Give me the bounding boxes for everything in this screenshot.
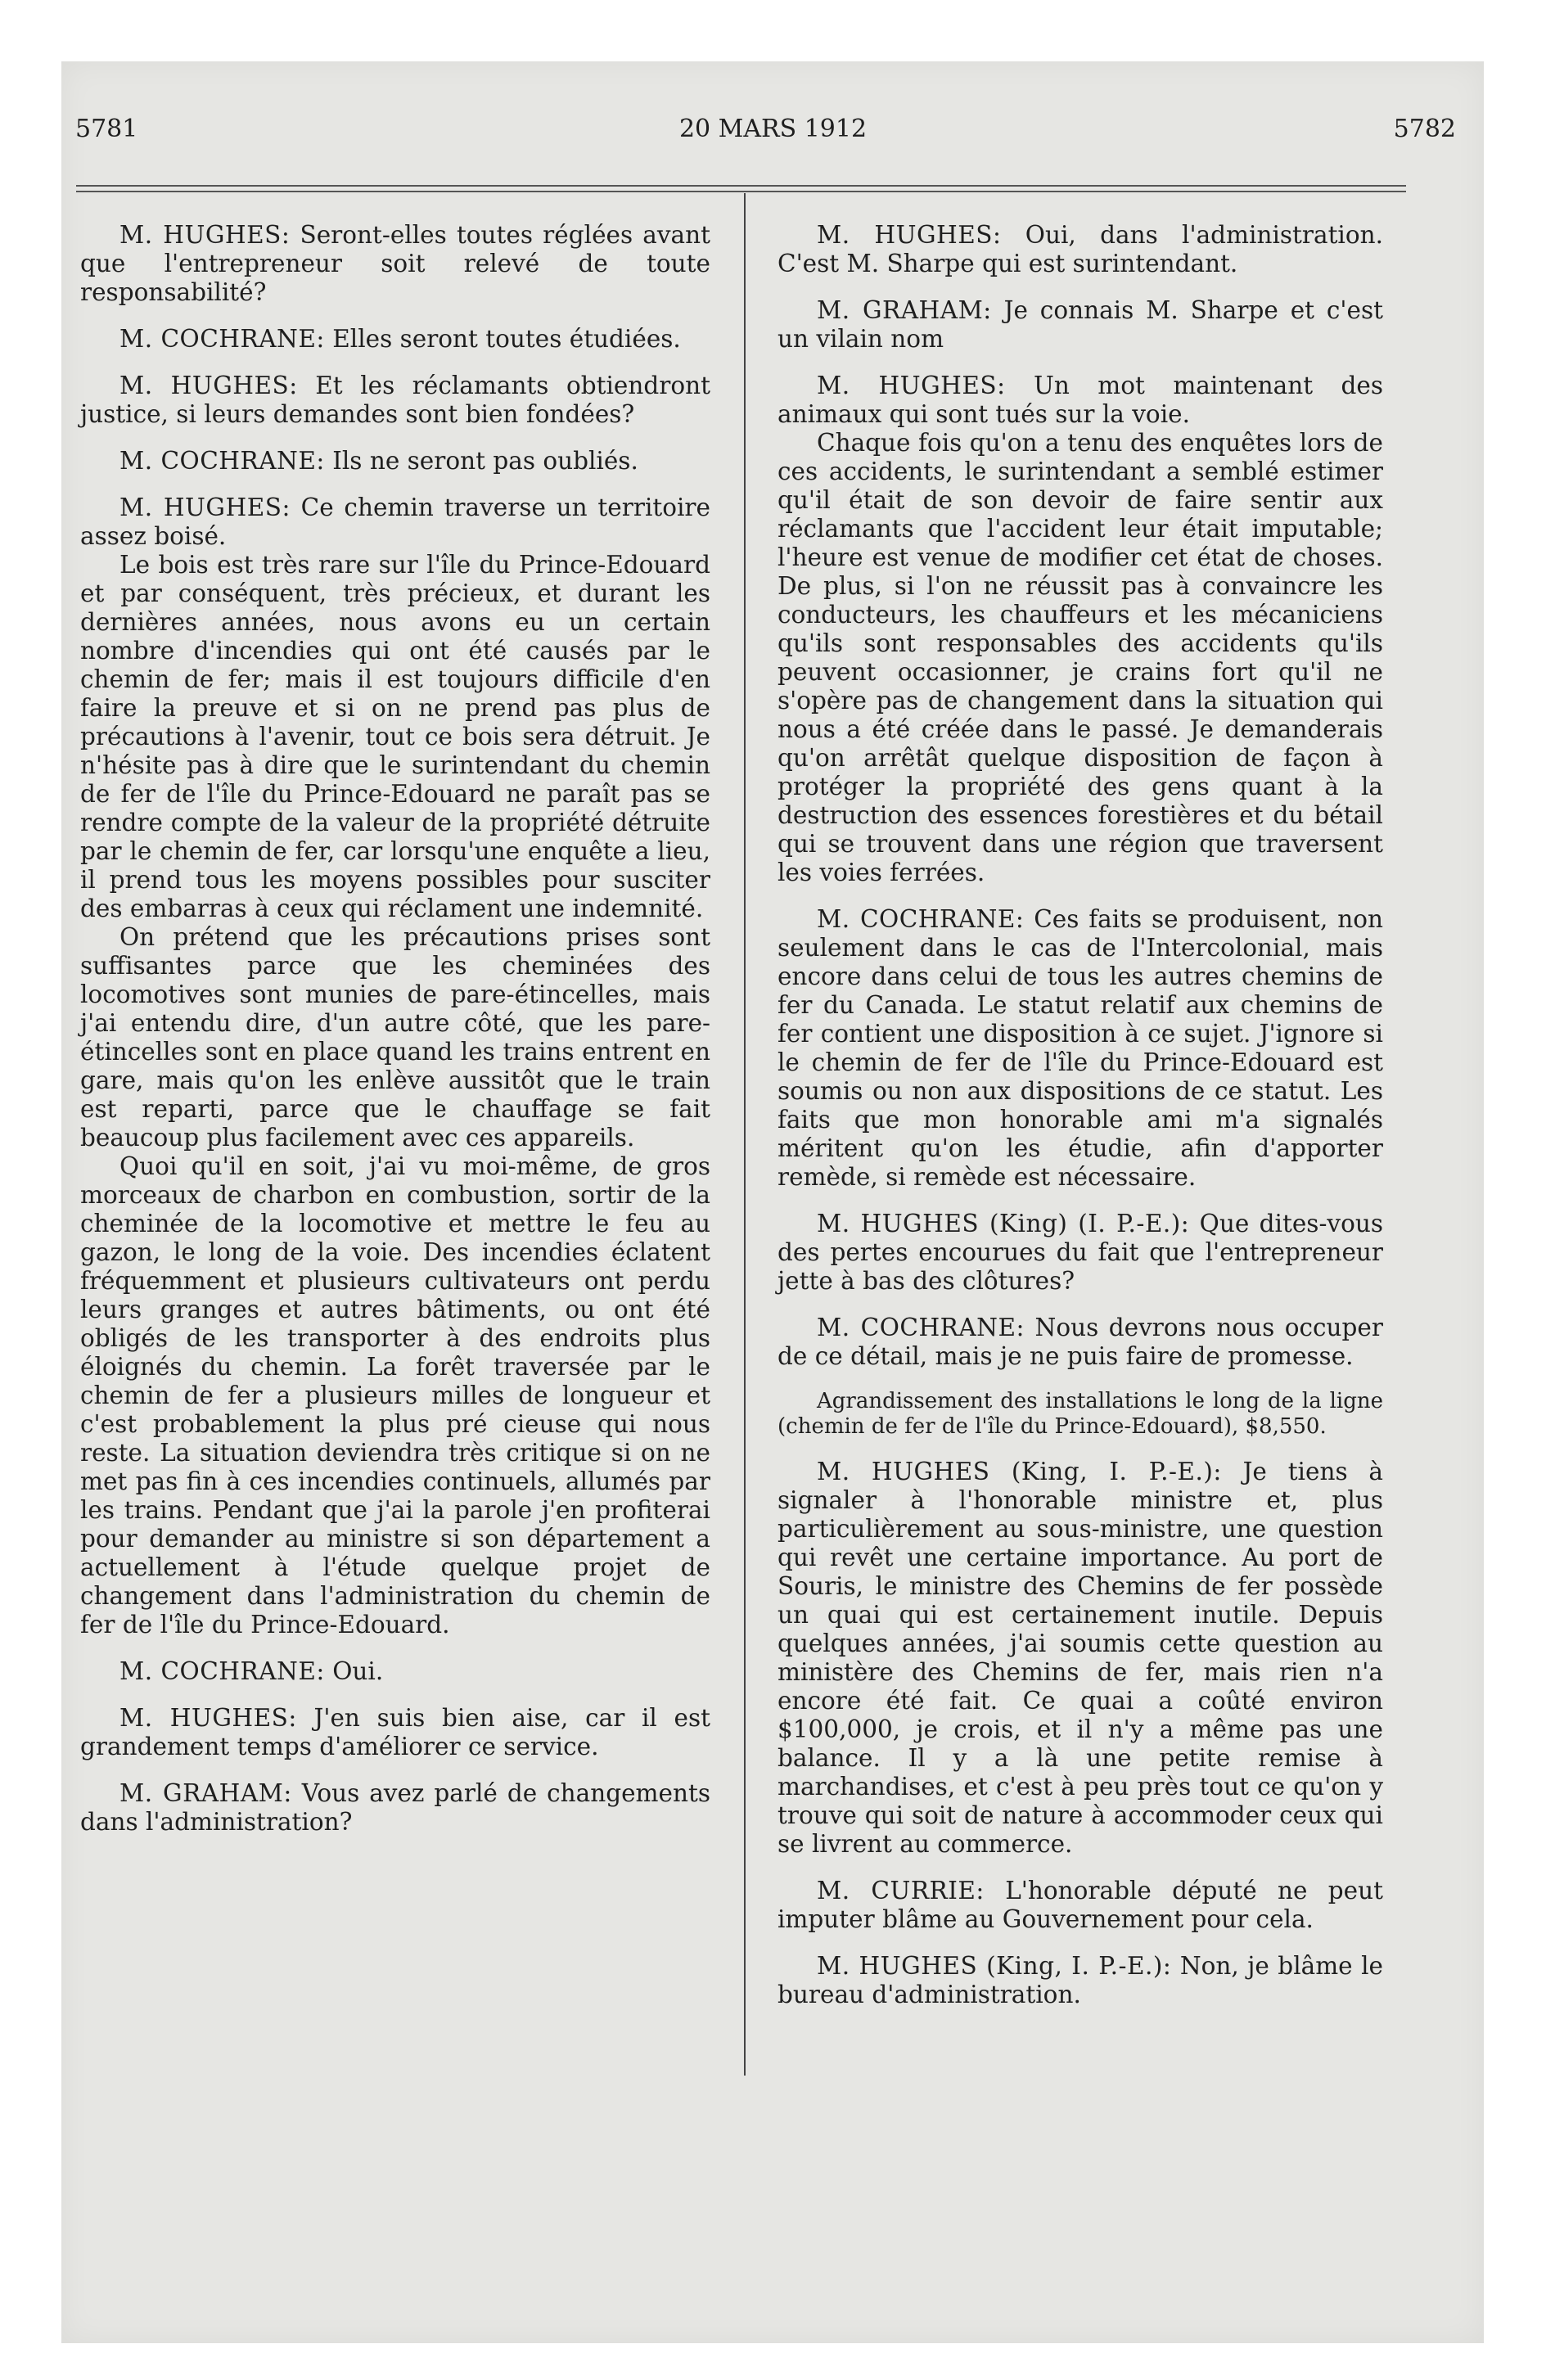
paragraph-text: J'en suis bien aise, car il est grandement temps d'améliorer ce service. bbox=[80, 1704, 710, 1760]
paragraph-text: Chaque fois qu'on a tenu des enquêtes lors de ces accidents, le surintendant a semblé estimer qu'il était de son devoir de faire sentir aux réclamants que l'accident leur était imputable; l'heure est venue de modifier cet état de choses. De plus, si l'on ne réussit pas à convaincre les conducteurs, les chauffeurs et les mécaniciens qu'ils sont responsables des accidents qu'ils peuvent occasionner, je crains fort qu'il ne s'opère pas de changement dans la situation qui nous a été créée dans le passé. Je demanderais qu'on arrêtât quelque disposition de façon à protéger la propriété des gens quant à la destruction des essences forestières et du bétail qui se trouvent dans une région que traversent les voies ferrées. bbox=[778, 429, 1383, 886]
page-header bbox=[0, 115, 1546, 147]
paragraph bbox=[80, 551, 710, 923]
paragraph-text: Quoi qu'il en soit, j'ai vu moi-même, de gros morceaux de charbon en combustion, sortir de la cheminée de la locomotive et mettre le feu au gazon, le long de la voie. Des incendies éclatent fréquemment et plusieurs cultivateurs ont perdu leurs granges et autres bâtiments, ou ont été obligés de les transporter à des endroits plus éloignés du chemin. La forêt traversée par le chemin de fer a plusieurs milles de longueur et c'est probablement la plus pré cieuse qui nous reste. La situation deviendra très critique si on ne met pas fin à ces incendies continuels, allumés par les trains. Pendant que j'ai la parole j'en profiterai pour demander au ministre si son département a actuellement à l'étude quelque projet de changement dans l'administration du chemin de fer de l'île du Prince-Edouard. bbox=[80, 1152, 710, 1639]
paragraph bbox=[80, 325, 710, 354]
speaker-name: M. GRAHAM: bbox=[119, 1779, 292, 1807]
speaker-name: M. COCHRANE: bbox=[119, 447, 325, 475]
item-heading bbox=[778, 1389, 1383, 1440]
speaker-name: M. HUGHES: bbox=[119, 494, 291, 521]
paragraph-text: Ces faits se produisent, non seulement dans le cas de l'Intercolonial, mais encore dans celui de tous les autres chemins de fer du Canada. Le statut relatif aux chemins de fer contient une disposition à ce sujet. J'ignore si le chemin de fer de l'île du Prince-Edouard est soumis ou non aux dispositions de ce statut. Les faits que mon honorable ami m'a signalés méritent qu'on les étudie, afin d'apporter remède, si remède est nécessaire. bbox=[778, 905, 1383, 1191]
paragraph bbox=[80, 923, 710, 1152]
paragraph-text: On prétend que les précautions prises sont suffisantes parce que les cheminées des locomotives sont munies de pare-étincelles, mais j'ai entendu dire, d'un autre côté, que les pare-étincelles sont en place quand les trains entrent en gare, mais qu'on les enlève aussitôt que le train est reparti, parce que le chauffage se fait beaucoup plus facilement avec ces appareils. bbox=[80, 923, 710, 1152]
paragraph-text: Et les réclamants obtiendront justice, si leurs demandes sont bien fondées? bbox=[80, 372, 710, 428]
paragraph bbox=[778, 221, 1383, 278]
paragraph bbox=[80, 1779, 710, 1837]
paragraph-text: Vous avez parlé de changements dans l'administration? bbox=[80, 1779, 710, 1836]
paragraph bbox=[778, 1877, 1383, 1934]
paragraph bbox=[80, 1704, 710, 1761]
speaker-name: M. HUGHES: bbox=[119, 372, 298, 399]
speaker-name: M. CURRIE: bbox=[817, 1877, 985, 1904]
paragraph-text: Oui. bbox=[332, 1657, 384, 1685]
header-rule-top bbox=[76, 185, 1406, 187]
paragraph-text: Agrandissement des installations le long de la ligne (chemin de fer de l'île du Prince-Edouard), $8,550. bbox=[778, 1389, 1383, 1439]
speaker-name: M. COCHRANE: bbox=[119, 325, 325, 353]
header-rule-bottom bbox=[76, 191, 1406, 192]
speaker-name: M. HUGHES: bbox=[817, 221, 1002, 249]
speaker-name: M. HUGHES (King) (I. P.-E.): bbox=[817, 1210, 1190, 1237]
speaker-name: M. GRAHAM: bbox=[817, 296, 992, 324]
page-date: 20 MARS 1912 bbox=[678, 115, 868, 143]
paragraph-text: Non, je blâme le bureau d'administration. bbox=[778, 1952, 1383, 2008]
speaker-name: M. HUGHES: bbox=[817, 372, 1006, 399]
page-number-left: 5781 bbox=[75, 115, 138, 143]
paragraph bbox=[778, 1314, 1383, 1371]
paragraph bbox=[778, 1952, 1383, 2009]
page-number-right: 5782 bbox=[1393, 115, 1456, 143]
speaker-name: M. COCHRANE: bbox=[817, 1314, 1025, 1341]
paragraph-text: Un mot maintenant des animaux qui sont tués sur la voie. bbox=[778, 372, 1383, 428]
paragraph-text: Elles seront toutes étudiées. bbox=[332, 325, 681, 353]
paragraph bbox=[778, 372, 1383, 429]
speaker-name: M. HUGHES (King, I. P.-E.): bbox=[817, 1458, 1222, 1485]
speaker-name: M. HUGHES: bbox=[119, 1704, 297, 1732]
paragraph-text: Ce chemin traverse un territoire assez boisé. bbox=[80, 494, 710, 550]
paragraph-text: Le bois est très rare sur l'île du Prince-Edouard et par conséquent, très précieux, et durant les dernières années, nous avons eu un certain nombre d'incendies qui ont été causés par le chemin de fer; mais il est toujours difficile d'en faire la preuve et si on ne prend pas plus de précautions à l'avenir, tout ce bois sera détruit. Je n'hésite pas à dire que le surintendant du chemin de fer de l'île du Prince-Edouard ne paraît pas se rendre compte de la valeur de la propriété détruite par le chemin de fer, car lorsqu'une enquête a lieu, il prend tous les moyens possibles pour susciter des embarras à ceux qui réclament une indemnité. bbox=[80, 551, 710, 922]
paragraph-text: L'honorable député ne peut imputer blâme au Gouvernement pour cela. bbox=[778, 1877, 1383, 1933]
paragraph bbox=[778, 905, 1383, 1192]
paragraph-text: Je connais M. Sharpe et c'est un vilain nom bbox=[778, 296, 1383, 353]
paragraph-text: Je tiens à signaler à l'honorable ministre et, plus particulièrement au sous-ministre, une question qui revêt une certaine importance. Au port de Souris, le ministre des Chemins de fer possède un quai qui est certainement inutile. Depuis quelques années, j'ai soumis cette question au ministère des Chemins de fer, mais rien n'a encore été fait. Ce quai a coûté environ $100,000, je crois, et il n'y a même pas une balance. Il y a là une petite remise à marchandises, et c'est à peu près tout ce qu'on y trouve qui soit de nature à accommoder ceux qui se livrent au commerce. bbox=[778, 1458, 1383, 1858]
column-divider bbox=[744, 193, 746, 2076]
paragraph bbox=[80, 372, 710, 429]
paragraph bbox=[80, 1152, 710, 1639]
paragraph-text: Seront-elles toutes réglées avant que l'entrepreneur soit relevé de toute responsabilité? bbox=[80, 221, 710, 306]
paragraph-text: Ils ne seront pas oubliés. bbox=[332, 447, 638, 475]
paragraph bbox=[778, 296, 1383, 354]
speaker-name: M. HUGHES (King, I. P.-E.): bbox=[817, 1952, 1172, 1980]
paragraph bbox=[778, 1210, 1383, 1296]
left-column bbox=[80, 221, 710, 1855]
paragraph-text: Que dites-vous des pertes encourues du fait que l'entrepreneur jette à bas des clôtures? bbox=[778, 1210, 1383, 1295]
paragraph bbox=[80, 494, 710, 551]
speaker-name: M. HUGHES: bbox=[119, 221, 291, 249]
speaker-name: M. COCHRANE: bbox=[119, 1657, 325, 1685]
paragraph-text: Oui, dans l'administration. C'est M. Sharpe qui est surintendant. bbox=[778, 221, 1383, 277]
speaker-name: M. COCHRANE: bbox=[817, 905, 1025, 933]
paragraph bbox=[80, 447, 710, 476]
paragraph bbox=[778, 429, 1383, 887]
paragraph-text: Nous devrons nous occuper de ce détail, mais je ne puis faire de promesse. bbox=[778, 1314, 1383, 1370]
right-column bbox=[778, 221, 1383, 2027]
paragraph bbox=[778, 1458, 1383, 1859]
paragraph bbox=[80, 221, 710, 307]
paragraph bbox=[80, 1657, 710, 1686]
